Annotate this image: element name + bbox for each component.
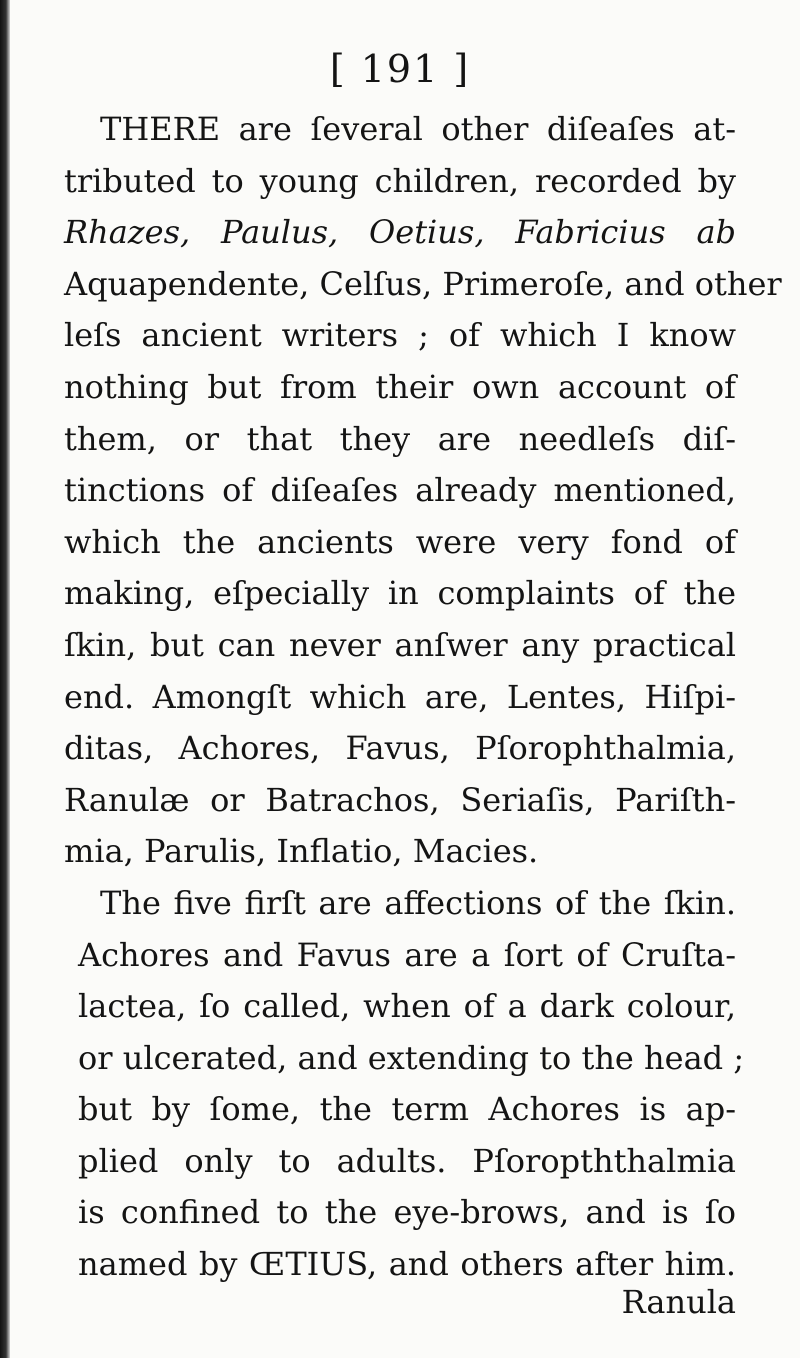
text-line: but by ſome, the term Achores is ap- — [78, 1090, 736, 1129]
text-line: making, eſpecially in complaints of the — [64, 574, 736, 613]
text-line: plied only to adults. Pſoropththalmia — [78, 1141, 736, 1180]
text-line: named by ŒTIUS, and others after him. — [78, 1245, 736, 1284]
text-line: them, or that they are needleſs diſ- — [64, 419, 736, 458]
text-line: Achores and Favus are a ſort of Cruſta- — [78, 935, 736, 974]
text-line: end. Amongſt which are, Lentes, Hiſpi- — [64, 677, 736, 716]
text-line: tributed to young children, recorded by — [64, 161, 736, 200]
text-line: Ranulæ or Batrachos, Seriaſis, Pariſth- — [64, 780, 736, 819]
page-number: [ 191 ] — [329, 47, 471, 91]
text-line: leſs ancient writers ; of which I know — [64, 316, 736, 355]
text-line: Aquapendente, Celſus, Primeroſe, and other — [64, 264, 782, 303]
text-line: mia, Parulis, Inflatio, Macies. — [64, 832, 539, 871]
text-line: lactea, ſo called, when of a dark colour, — [78, 987, 736, 1026]
text-line: The five firſt are affections of the ſkin. — [100, 883, 736, 922]
text-line: is confined to the eye-brows, and is ſo — [78, 1193, 736, 1232]
text-line: THERE are ſeveral other diſeaſes at- — [100, 110, 736, 148]
text-line: ſkin, but can never anſwer any practical — [64, 625, 736, 664]
text-line: or ulcerated, and extending to the head ; — [78, 1038, 745, 1077]
catchword: Ranula — [621, 1283, 736, 1321]
text-line: which the ancients were very fond of — [64, 522, 736, 561]
body-text — [64, 104, 782, 1291]
text-line: nothing but from their own account of — [64, 367, 736, 406]
text-line: ditas, Achores, Favus, Pſorophthalmia, — [64, 729, 736, 768]
text-line: Rhazes, Paulus, Oetius, Fabricius ab — [64, 213, 736, 252]
scan-border — [0, 0, 10, 1358]
text-line: tinctions of diſeaſes already mentioned, — [64, 471, 736, 510]
